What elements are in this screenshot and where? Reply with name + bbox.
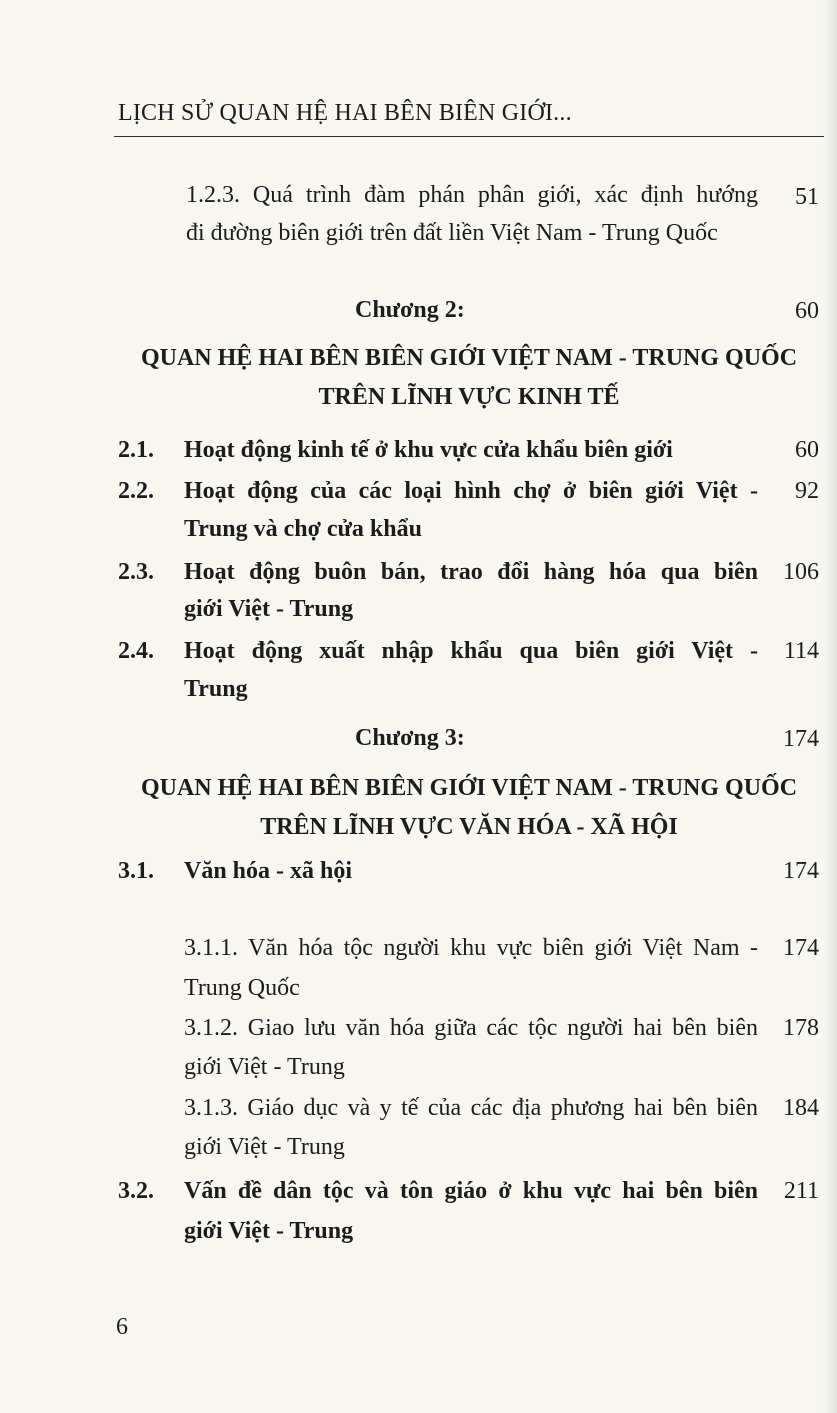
toc-num-3-2: 3.2. [118,1178,154,1204]
toc-entry-1-2-3-line2: đi đường biên giới trên đất liền Việt Nam - Trung Quốc [186,220,718,246]
toc-entry-3-2-line1: Vấn đề dân tộc và tôn giáo ở khu vực hai bên biên [184,1178,758,1204]
toc-page-2-1: 60 [795,437,819,463]
toc-entry-1-2-3-line1: 1.2.3. Quá trình đàm phán phân giới, xác định hướng [186,182,758,208]
running-header: LỊCH SỬ QUAN HỆ HAI BÊN BIÊN GIỚI... [118,100,572,126]
toc-page-2-4: 114 [783,638,819,664]
toc-page-3-1-3: 184 [783,1095,819,1121]
toc-entry-2-3-line2: giới Việt - Trung [184,596,354,622]
chapter-2-title: Chương 2: [355,297,465,323]
toc-page-3-1-1: 174 [783,935,819,961]
toc-page-chapter-3: 174 [783,726,819,752]
chapter-2-heading-line1: QUAN HỆ HAI BÊN BIÊN GIỚI VIỆT NAM - TRUNG QUỐC [140,345,798,371]
toc-entry-2-2-line2: Trung và chợ cửa khẩu [184,516,422,542]
toc-entry-2-2-line1: Hoạt động của các loại hình chợ ở biên giới Việt - [184,478,758,504]
toc-entry-3-1-3-line1: 3.1.3. Giáo dục và y tế của các địa phương hai bên biên [184,1095,758,1121]
toc-entry-3-1-1-line1: 3.1.1. Văn hóa tộc người khu vực biên giới Việt Nam - [184,935,758,961]
chapter-2-heading-line2: TRÊN LĨNH VỰC KINH TẾ [318,384,620,410]
toc-num-2-1: 2.1. [118,437,154,463]
toc-entry-3-2-line2: giới Việt - Trung [184,1218,354,1244]
toc-page-1-2-3: 51 [795,184,819,210]
toc-entry-2-4-line2: Trung [184,676,248,702]
toc-page-3-1-2: 178 [783,1015,819,1041]
toc-entry-3-1-2-line1: 3.1.2. Giao lưu văn hóa giữa các tộc người hai bên biên [184,1015,758,1041]
toc-page-3-1: 174 [783,858,819,884]
toc-entry-2-4-line1: Hoạt động xuất nhập khẩu qua biên giới Việt - [184,638,758,664]
toc-num-2-2: 2.2. [118,478,154,504]
toc-num-3-1: 3.1. [118,858,154,884]
toc-page-2-2: 92 [795,478,819,504]
toc-entry-2-3-line1: Hoạt động buôn bán, trao đổi hàng hóa qua biên [184,559,758,585]
toc-page-3-2: 211 [783,1178,819,1204]
toc-entry-3-1-2-line2: giới Việt - Trung [184,1054,345,1080]
toc-entry-3-1-3-line2: giới Việt - Trung [184,1134,345,1160]
chapter-3-heading-line2: TRÊN LĨNH VỰC VĂN HÓA - XÃ HỘI [260,814,678,840]
toc-entry-3-1-1-line2: Trung Quốc [184,975,300,1001]
toc-entry-3-1: Văn hóa - xã hội [184,858,353,884]
page-number: 6 [116,1314,128,1340]
toc-page-chapter-2: 60 [795,298,819,324]
chapter-3-heading-line1: QUAN HỆ HAI BÊN BIÊN GIỚI VIỆT NAM - TRUNG QUỐC [140,775,798,801]
toc-entry-2-1: Hoạt động kinh tế ở khu vực cửa khẩu biên giới [184,437,673,463]
toc-num-2-3: 2.3. [118,559,154,585]
toc-page-2-3: 106 [783,559,819,585]
chapter-3-title: Chương 3: [355,725,465,751]
toc-num-2-4: 2.4. [118,638,154,664]
